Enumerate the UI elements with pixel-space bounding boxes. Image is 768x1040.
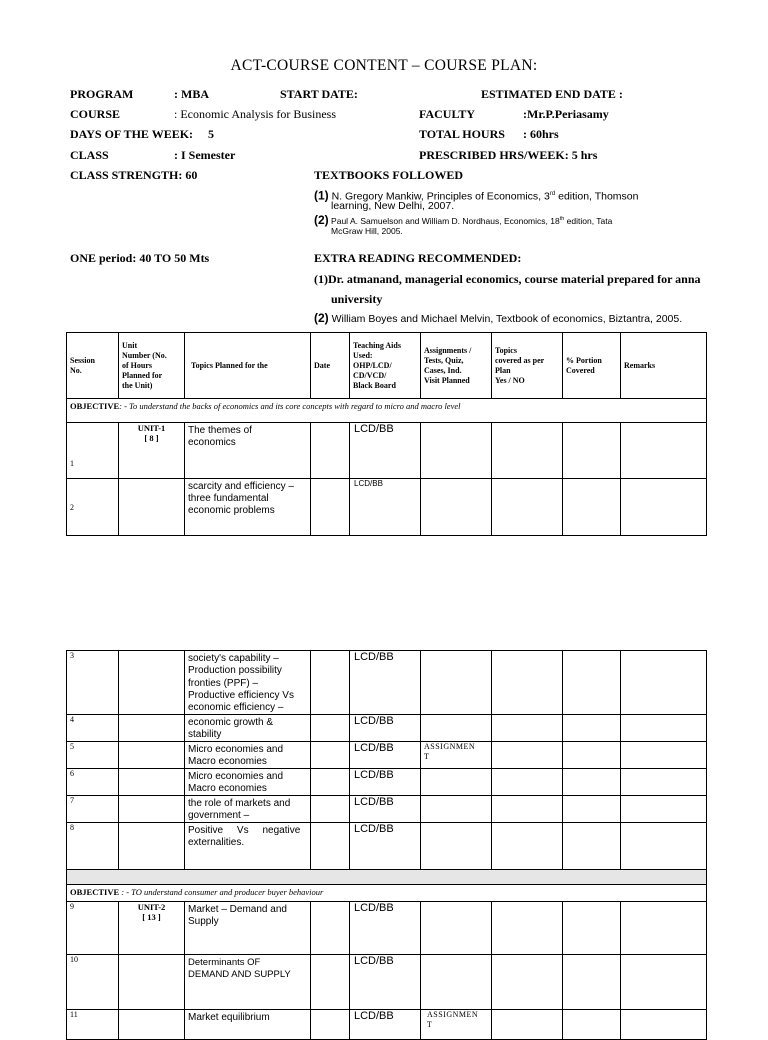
topic-cell: Micro economies and Macro economies [185, 769, 311, 796]
prescribed-hours: PRESCRIBED HRS/WEEK: 5 hrs [419, 148, 598, 162]
date-cell [311, 796, 350, 823]
table-row [67, 715, 707, 742]
table-row [67, 796, 707, 823]
covered-cell [492, 715, 563, 742]
table-row [67, 651, 707, 715]
extra-reading-1-cont: university [331, 292, 383, 306]
assignment-cell: ASSIGNMEN T [421, 742, 492, 769]
separator-row [67, 870, 707, 885]
portion-cell [563, 651, 621, 715]
date-cell [311, 651, 350, 715]
topic-cell: society's capability – Production possibility fronties (PPF) – Productive efficiency Vs economic efficiency – [185, 651, 311, 715]
date-cell [311, 715, 350, 742]
portion-cell [563, 715, 621, 742]
remarks-cell [621, 1010, 707, 1040]
table-row [67, 742, 707, 769]
date-cell [311, 479, 350, 536]
course-plan-table-1 [66, 332, 707, 536]
extra-reading-heading: EXTRA READING RECOMMENDED: [314, 251, 522, 265]
session-number: 9 [67, 902, 119, 955]
objective-row-1: OBJECTIVE: - To understand the backs of economics and its core concepts with regard to micro and macro level [67, 399, 707, 423]
table-row [67, 769, 707, 796]
covered-cell [492, 823, 563, 870]
date-cell [311, 742, 350, 769]
session-number: 10 [67, 955, 119, 1010]
header-assignments: Assignments / Tests, Quiz, Cases, Ind. Visit Planned [421, 333, 492, 399]
session-number: 5 [67, 742, 119, 769]
header-remarks: Remarks [621, 333, 707, 399]
date-cell [311, 823, 350, 870]
header-portion-covered: % Portion Covered [563, 333, 621, 399]
date-cell [311, 423, 350, 479]
extra-reading-2: (2) William Boyes and Michael Melvin, Textbook of economics, Biztantra, 2005. [314, 311, 683, 325]
session-number: 8 [67, 823, 119, 870]
textbook-1-cont: learning, New Delhi, 2007. [331, 200, 455, 212]
covered-cell [492, 479, 563, 536]
table-row [67, 1010, 707, 1040]
table-row [67, 955, 707, 1010]
period-info: ONE period: 40 TO 50 Mts [70, 251, 210, 265]
topic-cell: economic growth & stability [185, 715, 311, 742]
teaching-aid-cell: LCD/BB [350, 423, 421, 479]
remarks-cell [621, 769, 707, 796]
course-value: : Economic Analysis for Business [174, 107, 336, 121]
topic-cell: Determinants OF DEMAND AND SUPPLY [185, 955, 311, 1010]
textbook-2: (2) Paul A. Samuelson and William D. Nordhaus, Economics, 18th edition, Tata [314, 212, 613, 227]
portion-cell [563, 479, 621, 536]
unit-cell: UNIT-2 [ 13 ] [119, 902, 185, 955]
topic-cell: Micro economies and Macro economies [185, 742, 311, 769]
date-cell [311, 1010, 350, 1040]
teaching-aid-cell: LCD/BB [350, 955, 421, 1010]
extra-reading-1: (1)Dr. atmanand, managerial economics, course material prepared for anna [314, 272, 701, 286]
unit-cell [119, 823, 185, 870]
page-title: ACT-COURSE CONTENT – COURSE PLAN: [230, 57, 538, 74]
remarks-cell [621, 902, 707, 955]
unit-cell [119, 742, 185, 769]
topic-cell: the role of markets and government – [185, 796, 311, 823]
portion-cell [563, 823, 621, 870]
table-row [67, 823, 707, 870]
assignment-cell [421, 715, 492, 742]
course-plan-table-2 [66, 650, 707, 1040]
portion-cell [563, 742, 621, 769]
course-label: COURSE [70, 107, 121, 121]
portion-cell [563, 769, 621, 796]
assignment-cell [421, 769, 492, 796]
unit-cell [119, 796, 185, 823]
portion-cell [563, 955, 621, 1010]
covered-cell [492, 955, 563, 1010]
covered-cell [492, 1010, 563, 1040]
teaching-aid-cell: LCD/BB [350, 769, 421, 796]
unit-cell [119, 955, 185, 1010]
unit-cell [119, 651, 185, 715]
teaching-aid-cell: LCD/BB [350, 902, 421, 955]
date-cell [311, 955, 350, 1010]
session-number: 4 [67, 715, 119, 742]
assignment-cell [421, 823, 492, 870]
remarks-cell [621, 742, 707, 769]
topic-cell: The themes of economics [185, 423, 311, 479]
portion-cell [563, 796, 621, 823]
remarks-cell [621, 423, 707, 479]
assignment-cell: ASSIGNMEN T [421, 1010, 492, 1040]
covered-cell [492, 742, 563, 769]
objective-row-2: OBJECTIVE : - TO understand consumer and producer buyer behaviour [67, 885, 707, 902]
textbook-2-cont: McGraw Hill, 2005. [331, 226, 403, 236]
teaching-aid-cell: LCD/BB [350, 1010, 421, 1040]
teaching-aid-cell: LCD/BB [350, 651, 421, 715]
header-date: Date [311, 333, 350, 399]
covered-cell [492, 769, 563, 796]
covered-cell [492, 423, 563, 479]
header-teaching-aids: Teaching Aids Used: OHP/LCD/ CD/VCD/ Black Board [350, 333, 421, 399]
session-number: 2 [67, 479, 119, 536]
topic-cell: scarcity and efficiency – three fundamental economic problems [185, 479, 311, 536]
date-cell [311, 769, 350, 796]
session-number: 11 [67, 1010, 119, 1040]
header-unit: Unit Number (No. of Hours Planned for the Unit) [119, 333, 185, 399]
total-hours-value: : 60hrs [523, 127, 559, 141]
remarks-cell [621, 823, 707, 870]
program-label: PROGRAM [70, 87, 134, 101]
unit-cell: UNIT-1 [ 8 ] [119, 423, 185, 479]
remarks-cell [621, 955, 707, 1010]
total-hours-label: TOTAL HOURS [419, 127, 505, 141]
assignment-cell [421, 955, 492, 1010]
unit-cell [119, 715, 185, 742]
remarks-cell [621, 651, 707, 715]
days-value: 5 [208, 127, 214, 141]
unit-cell [119, 1010, 185, 1040]
unit-cell [119, 479, 185, 536]
textbook-1: (1) N. Gregory Mankiw, Principles of Economics, 3rd edition, Thomson [314, 188, 639, 203]
topic-cell: Positive Vs negative externalities. [185, 823, 311, 870]
assignment-cell [421, 423, 492, 479]
faculty-label: FACULTY [419, 107, 476, 121]
faculty-value: :Mr.P.Periasamy [523, 107, 609, 121]
class-label: CLASS [70, 148, 109, 162]
date-cell [311, 902, 350, 955]
portion-cell [563, 423, 621, 479]
table-row [67, 902, 707, 955]
program-value: : MBA [174, 87, 209, 101]
separator-cell [67, 870, 707, 885]
header-topics-covered: Topics covered as per Plan Yes / NO [492, 333, 563, 399]
end-date-label: ESTIMATED END DATE : [481, 87, 623, 101]
days-label: DAYS OF THE WEEK: [70, 127, 194, 141]
header-session: Session No. [67, 333, 119, 399]
assignment-cell [421, 796, 492, 823]
session-number: 7 [67, 796, 119, 823]
table-row [67, 479, 707, 536]
session-number: 1 [67, 423, 119, 479]
teaching-aid-cell: LCD/BB [350, 479, 421, 536]
covered-cell [492, 651, 563, 715]
session-number: 3 [67, 651, 119, 715]
class-strength: CLASS STRENGTH: 60 [70, 168, 198, 182]
portion-cell [563, 1010, 621, 1040]
teaching-aid-cell: LCD/BB [350, 796, 421, 823]
covered-cell [492, 902, 563, 955]
teaching-aid-cell: LCD/BB [350, 715, 421, 742]
covered-cell [492, 796, 563, 823]
assignment-cell [421, 479, 492, 536]
table-row [67, 423, 707, 479]
table-header-row [67, 333, 707, 399]
topic-cell: Market equilibrium [185, 1010, 311, 1040]
topic-cell: Market – Demand and Supply [185, 902, 311, 955]
textbooks-heading: TEXTBOOKS FOLLOWED [314, 168, 464, 182]
remarks-cell [621, 715, 707, 742]
header-topics: Topics Planned for the [185, 333, 311, 399]
remarks-cell [621, 479, 707, 536]
portion-cell [563, 902, 621, 955]
teaching-aid-cell: LCD/BB [350, 742, 421, 769]
start-date-label: START DATE: [280, 87, 358, 101]
teaching-aid-cell: LCD/BB [350, 823, 421, 870]
remarks-cell [621, 796, 707, 823]
unit-cell [119, 769, 185, 796]
session-number: 6 [67, 769, 119, 796]
class-value: : I Semester [174, 148, 236, 162]
assignment-cell [421, 902, 492, 955]
assignment-cell [421, 651, 492, 715]
